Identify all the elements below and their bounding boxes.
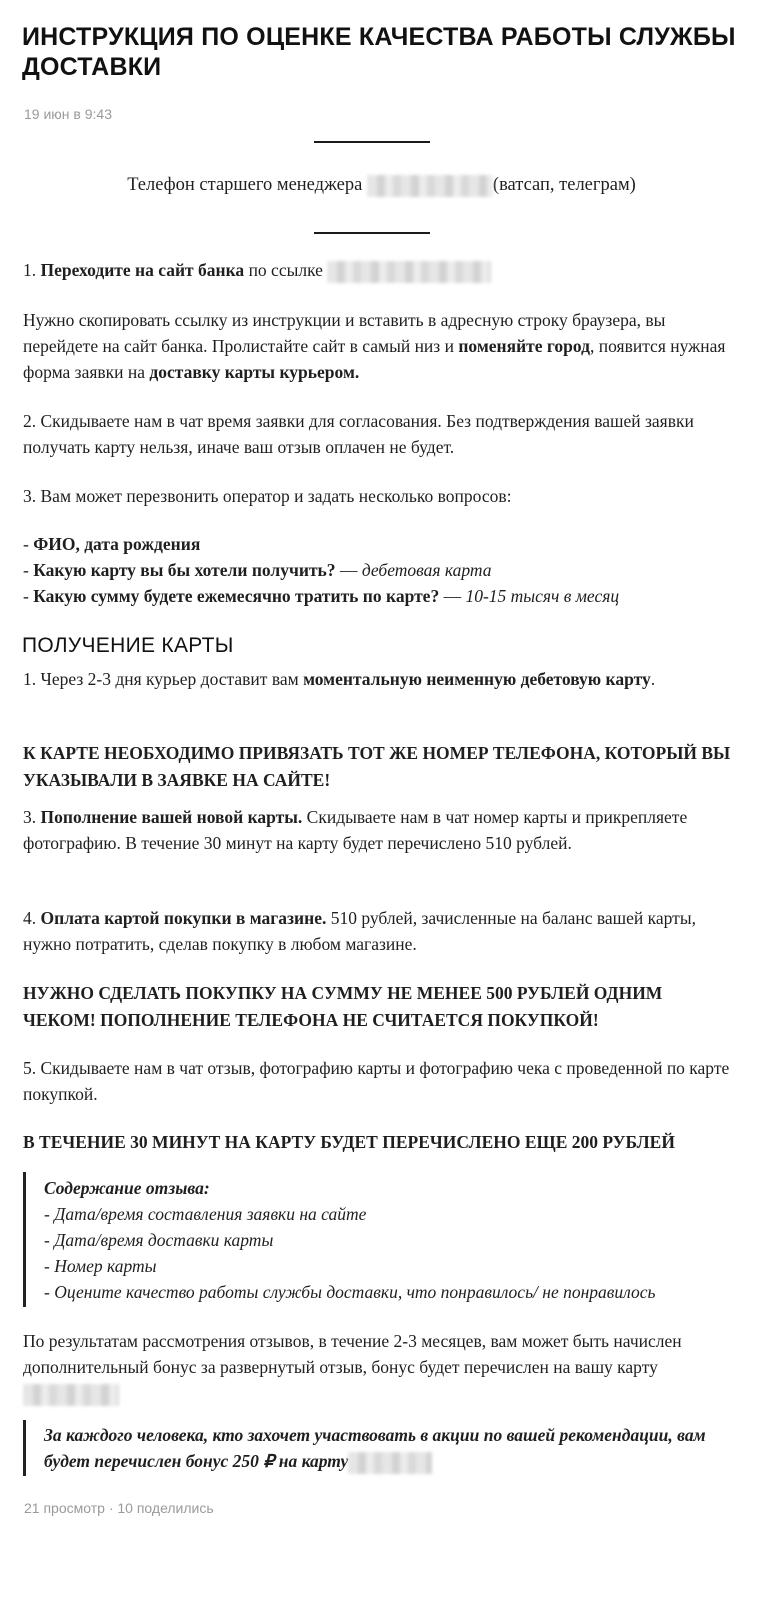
manager-phone-line: [0, 172, 763, 198]
views-count: 21 просмотр: [24, 1500, 105, 1516]
question-2: [23, 557, 735, 583]
article-stats: [24, 1500, 214, 1516]
question-3-answer: 10-15 тысяч в месяц: [465, 586, 620, 606]
questions-list: [23, 531, 735, 609]
phone-apps: (ватсап, телеграм): [492, 175, 636, 195]
redacted-card-2: [348, 1452, 432, 1474]
question-1-text: ФИО, дата рождения: [33, 534, 201, 554]
item-bold: моментальную неименную дебетовую карту: [303, 669, 651, 689]
step-number: 4.: [23, 908, 37, 928]
divider-bottom: [314, 232, 430, 234]
bonus-text: По результатам рассмотрения отзывов, в течение 2-3 месяцев, вам может быть начислен дополнительный бонус за развернутый отзыв, бонус будет перечислен на вашу карту: [23, 1331, 682, 1377]
referral-text: За каждого человека, кто захочет участвовать в акции по вашей рекомендации, вам будет перечислен бонус 250 ₽ на карту: [44, 1425, 706, 1471]
step-number: 3.: [23, 807, 37, 827]
redacted-phone: [367, 175, 493, 197]
redacted-link[interactable]: [327, 261, 491, 283]
step-2: 2. Скидываете нам в чат время заявки для согласования. Без подтверждения вашей заявки получать карту нельзя, иначе ваш отзыв оплачен не будет.: [23, 411, 694, 457]
para-bold-1: поменяйте город: [458, 336, 590, 356]
step-text: 510 рублей, зачисленные на баланс вашей карты, нужно потратить, сделав покупку в любом магазине.: [23, 908, 696, 954]
section-heading: ПОЛУЧЕНИЕ КАРТЫ: [22, 634, 234, 657]
question-3: [23, 583, 735, 609]
review-contents-quote: [23, 1172, 744, 1307]
page-title: ИНСТРУКЦИЯ ПО ОЦЕНКЕ КАЧЕСТВА РАБОТЫ СЛУЖБЫ ДОСТАВКИ: [22, 23, 736, 81]
em-dash: —: [339, 560, 358, 580]
dash: -: [23, 586, 29, 606]
item-text: Через 2-3 дня курьер доставит вам: [40, 669, 299, 689]
shares-count: 10 поделились: [117, 1500, 214, 1516]
step-1-number: 1.: [23, 260, 37, 280]
receive-item-1-body: [23, 666, 713, 692]
para-text-1: Нужно скопировать ссылку из инструкции и вставить в адресную строку браузера, вы перейдете на сайт банка. Пролистайте сайт в самый низ и: [23, 310, 666, 356]
step-bold: Пополнение вашей новой карты.: [40, 807, 303, 827]
step-3: 3. Вам может перезвонить оператор и задать несколько вопросов:: [23, 486, 512, 506]
review-item: - Дата/время составления заявки на сайте: [44, 1204, 367, 1224]
step-1-bold: Переходите на сайт банка: [40, 260, 245, 280]
question-1: [23, 531, 735, 557]
para-text-2: , появится нужная форма заявки на: [23, 336, 726, 382]
item-number: 1.: [23, 669, 37, 689]
divider-top: [314, 141, 430, 143]
review-item: - Дата/время доставки карты: [44, 1230, 274, 1250]
question-3-text: Какую сумму будете ежемесячно тратить по карте?: [33, 586, 440, 606]
question-2-answer: дебетовая карта: [361, 560, 492, 580]
instructions-paragraph: [23, 307, 735, 385]
step-purchase: [23, 905, 735, 957]
warning-purchase: НУЖНО СДЕЛАТЬ ПОКУПКУ НА СУММУ НЕ МЕНЕЕ 500 РУБЛЕЙ ОДНИМ ЧЕКОМ! ПОПОЛНЕНИЕ ТЕЛЕФОНА НЕ СЧИТАЕТСЯ ПОКУПКОЙ!: [23, 983, 663, 1030]
step-review: 5. Скидываете нам в чат отзыв, фотографию карты и фотографию чека с проведенной по карте покупкой.: [23, 1058, 730, 1104]
dash: -: [23, 534, 29, 554]
review-title: Содержание отзыва:: [44, 1178, 210, 1198]
referral-quote: [23, 1420, 744, 1476]
question-2-text: Какую карту вы бы хотели получить?: [33, 560, 336, 580]
warning-bonus: В ТЕЧЕНИЕ 30 МИНУТ НА КАРТУ БУДЕТ ПЕРЕЧИСЛЕНО ЕЩЕ 200 РУБЛЕЙ: [23, 1132, 675, 1152]
step-text: Скидываете нам в чат номер карты и прикрепляете фотографию. В течение 30 минут на карту будет перечислено 510 рублей.: [23, 807, 688, 853]
phone-label: Телефон старшего менеджера: [127, 175, 363, 195]
bonus-paragraph: [23, 1328, 735, 1406]
em-dash: —: [443, 586, 462, 606]
stats-separator: ·: [108, 1500, 114, 1516]
para-bold-2: доставку карты курьером.: [149, 362, 360, 382]
step-bold: Оплата картой покупки в магазине.: [40, 908, 327, 928]
step-1-text: по ссылке: [248, 260, 323, 280]
receive-item-1: [23, 666, 713, 692]
warning-phone: К КАРТЕ НЕОБХОДИМО ПРИВЯЗАТЬ ТОТ ЖЕ НОМЕР ТЕЛЕФОНА, КОТОРЫЙ ВЫ УКАЗЫВАЛИ В ЗАЯВКЕ НА САЙТЕ!: [23, 743, 731, 790]
step-1: [23, 257, 735, 283]
publish-date: 19 июн в 9:43: [24, 106, 112, 122]
redacted-card: [23, 1384, 119, 1406]
item-end: .: [650, 669, 656, 689]
review-item: - Номер карты: [44, 1256, 157, 1276]
dash: -: [23, 560, 29, 580]
review-item: - Оцените качество работы службы доставки, что понравилось/ не понравилось: [44, 1282, 656, 1302]
step-top-up: [23, 804, 735, 856]
